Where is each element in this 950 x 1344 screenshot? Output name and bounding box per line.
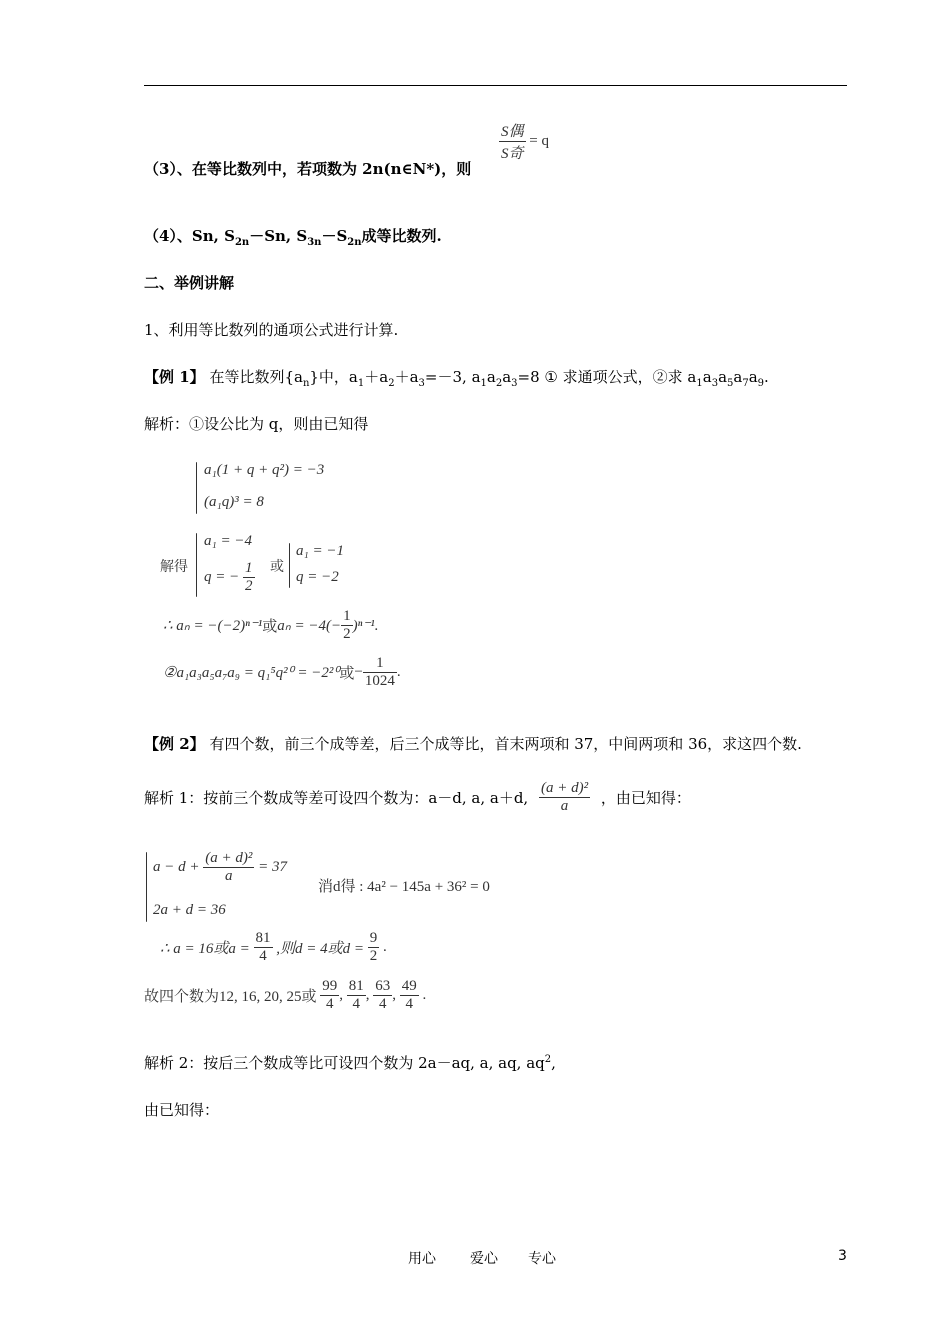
system-eq-2: (a₁q)³ = 8 — [204, 494, 264, 510]
system-brace — [196, 462, 197, 514]
product-line: ②a₁a₃a₅a₇a₉ = q₁⁵q²⁰ = −2²⁰或− $\frac{1}{1024}$ . — [163, 655, 401, 689]
page-number: 3 — [838, 1248, 847, 1264]
general-term-line: ∴ aₙ = −(−2)ⁿ⁻¹或aₙ = −4(− $\frac{1}{2}$ )ⁿ⁻¹. — [163, 608, 379, 642]
ratio-fraction: $\frac{\text{S偶}}{\text{S奇}}$ — [501, 124, 524, 162]
property-3: （3）、在等比数列中，若项数为 2n(n∈N*)，则 — [144, 160, 472, 178]
solution-b-a1: a₁ = −1 — [296, 543, 344, 559]
solution-b-q: q = −2 — [296, 569, 339, 585]
or-label: 或 — [270, 560, 284, 575]
header-rule — [144, 85, 847, 86]
four-numbers-line: 故四个数为12, 16, 20, 25或 $\frac{99}{4}$ , $\frac{81}{4}$ , $\frac{63}{4}$ , $\frac{49}{4}$ . — [144, 978, 427, 1012]
footer-mid: 爱心 — [470, 1251, 498, 1267]
solution-a-q: q = − $\frac{1}{2}$ — [204, 560, 253, 594]
footer-left: 用心 — [408, 1251, 436, 1267]
system-2-eq-2: 2a + d = 36 — [153, 902, 226, 918]
solution-2b: 解析 2：按后三个数成等比可设四个数为 2a－aq, a, aq, $aq^2$, — [144, 1054, 556, 1072]
section-title: 二、举例讲解 — [144, 274, 235, 292]
solution-1-intro: 解析：①设公比为 q，则由已知得 — [144, 415, 369, 433]
system-2-eq-1: a − d + $\frac{\text{(a + d)²}}{a}$ = 37 — [153, 850, 287, 884]
solve-label: 解得 — [160, 560, 188, 575]
solution-brace-b — [289, 543, 290, 588]
subsection-title: 1、利用等比数列的通项公式进行计算. — [144, 321, 399, 339]
solution-brace-a — [196, 533, 197, 597]
system-2-brace — [146, 852, 147, 922]
solution-2-intro: 解析 1：按前三个数成等差可设四个数为：a－d, a, a＋d, $\frac{\text{(a + d)²}}{a}$ ，由已知得： — [144, 780, 691, 814]
known-line: 由已知得： — [144, 1101, 220, 1119]
system-eq-1: a₁(1 + q + q²) = −3 — [204, 462, 325, 478]
footer-right: 专心 — [528, 1251, 556, 1267]
example-1: 【例 1】 在等比数列$\{a_n\}$中，$a_1+a_2+a_3=-3$, $a_1a_2a_3=8$ ① 求通项公式，②求 $a_1a_3a_5a_7a_9$. — [144, 368, 769, 389]
property-4: （4）、Sn, $S_{2n}-Sn$, $S_{3n}-S_{2n}$成等比数列. — [144, 227, 442, 248]
elimination-note: 消d得 : 4a² − 145a + 36² = 0 — [318, 879, 490, 895]
example-2: 【例 2】 有四个数，前三个成等差，后三个成等比，首末两项和 37，中间两项和 36，求这四个数. — [144, 735, 802, 753]
ratio-formula: $\frac{\text{S偶}}{\text{S奇}}$ = q — [499, 120, 549, 163]
a-values-line: ∴ a = 16或a = $\frac{81}{4}$ ,则d = 4或d = $\frac{9}{2}$ . — [160, 930, 387, 964]
solution-a-a1: a₁ = −4 — [204, 533, 252, 549]
